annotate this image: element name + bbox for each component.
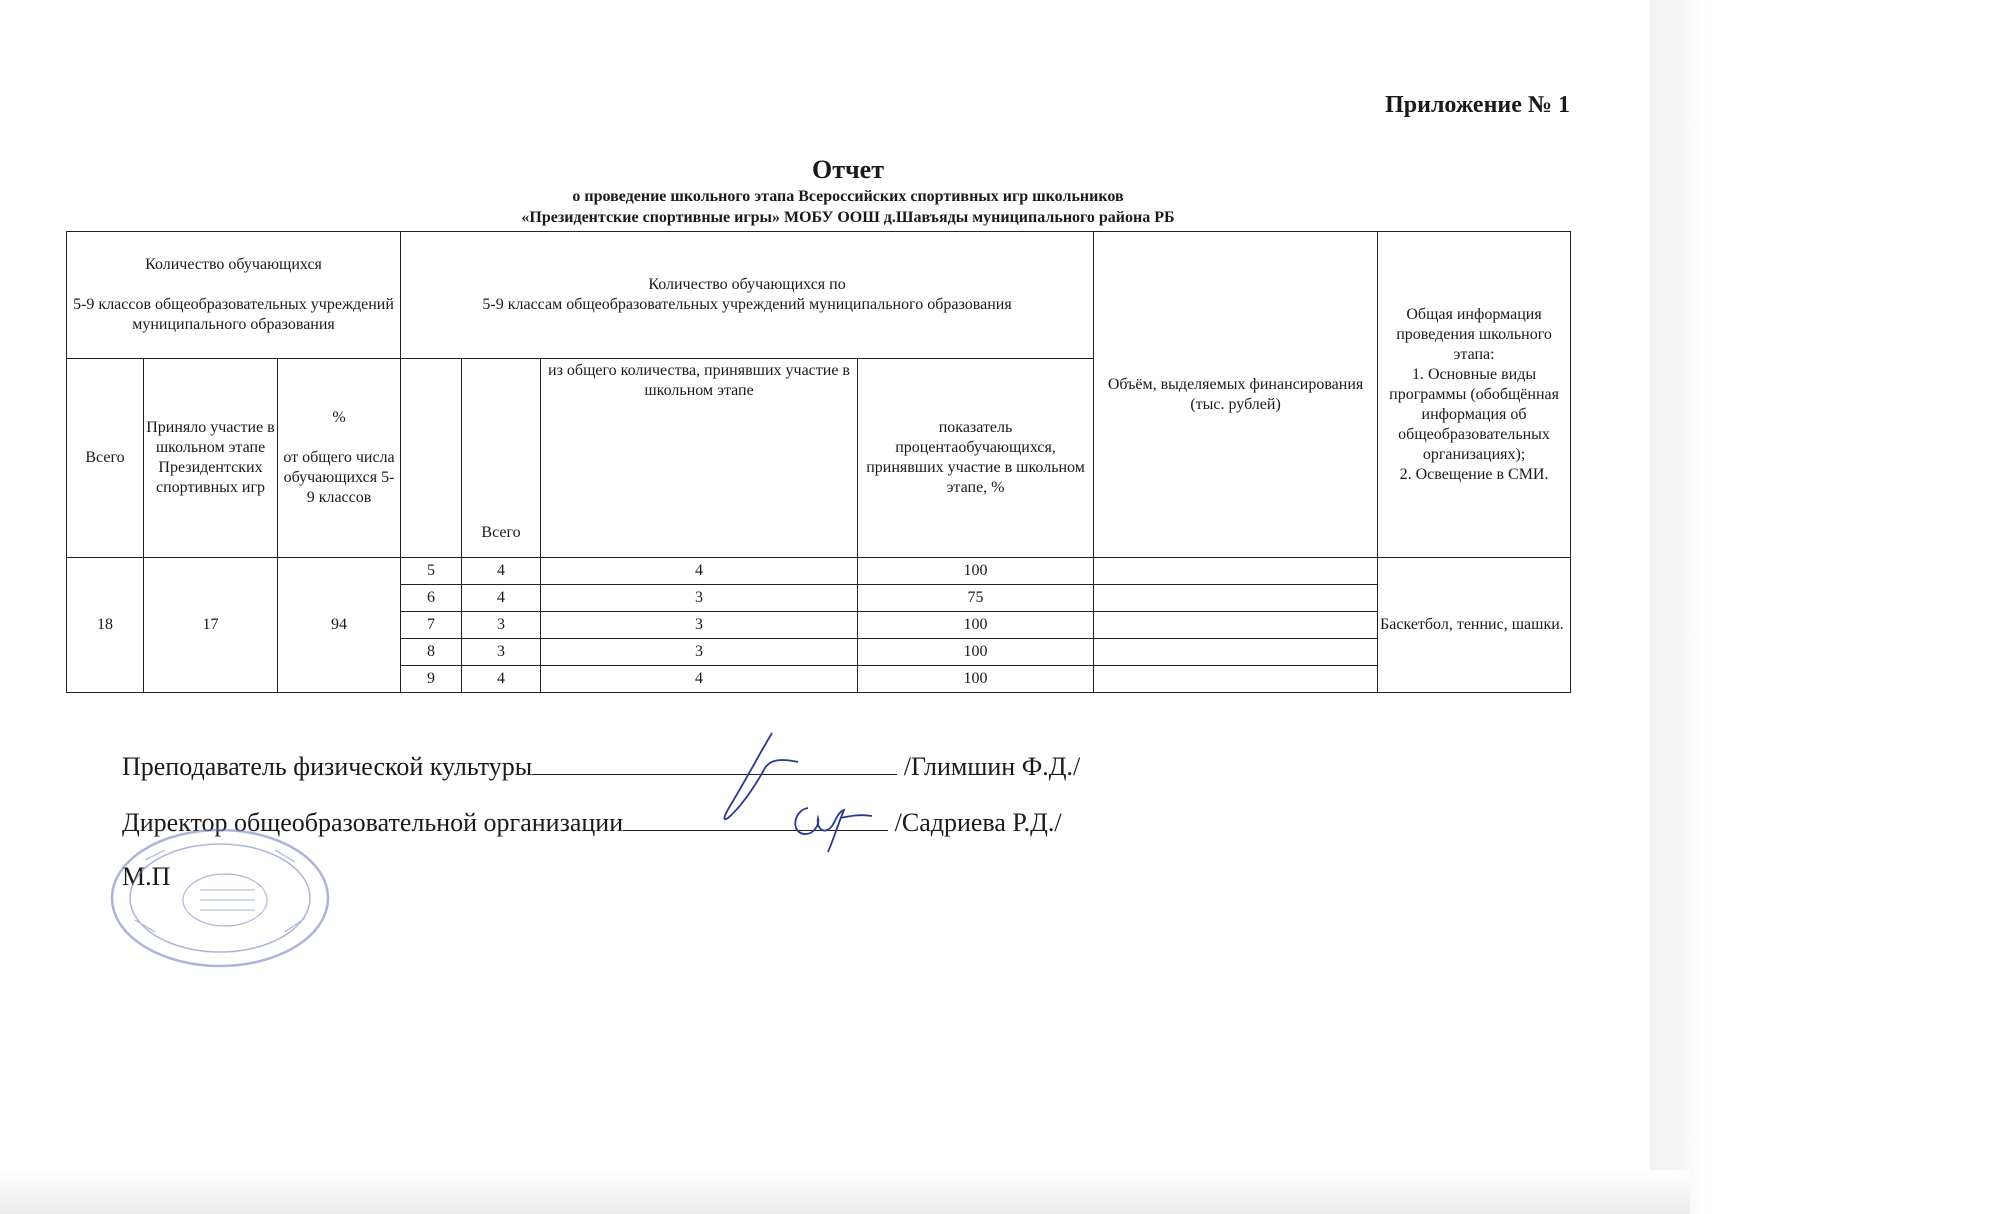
header-participated: Приняло участие в школьном этапе Президентских спортивных игр xyxy=(144,359,278,558)
row-total: 4 xyxy=(462,666,541,693)
row-total: 4 xyxy=(462,585,541,612)
summary-percent: 94 xyxy=(278,558,401,693)
teacher-label: Преподаватель физической культуры xyxy=(122,752,533,781)
summary-sports: Баскетбол, теннис, шашки. xyxy=(1378,558,1571,693)
row-grade: 9 xyxy=(401,666,462,693)
header-indicator: показатель процентаобучающихся, принявших участие в школьном этапе, % xyxy=(858,359,1094,558)
row-percent: 100 xyxy=(858,666,1094,693)
official-stamp-icon xyxy=(105,820,335,970)
director-label: Директор общеобразовательной организации xyxy=(122,808,624,837)
row-percent: 100 xyxy=(858,612,1094,639)
header-percent: % от общего числа обучающихся 5-9 классов xyxy=(278,359,401,558)
report-subtitle-line2: «Президентские спортивные игры» МОБУ ООШ д.Шавъяды муниципального района РБ xyxy=(521,209,1175,226)
row-percent: 100 xyxy=(858,639,1094,666)
row-grade: 6 xyxy=(401,585,462,612)
director-signature-icon xyxy=(780,796,880,856)
summary-participated: 17 xyxy=(144,558,278,693)
header-grade xyxy=(401,359,462,558)
row-grade: 7 xyxy=(401,612,462,639)
header-class-total: Всего xyxy=(462,359,541,558)
appendix-label: Приложение № 1 xyxy=(1385,92,1570,118)
row-grade: 8 xyxy=(401,639,462,666)
row-funding xyxy=(1094,612,1378,639)
row-funding xyxy=(1094,585,1378,612)
header-funding: Объём, выделяемых финансирования (тыс. рублей) xyxy=(1094,232,1378,558)
teacher-signature-line xyxy=(122,752,1080,782)
row-funding xyxy=(1094,666,1378,693)
row-total: 3 xyxy=(462,612,541,639)
report-subtitle-line1: о проведение школьного этапа Всероссийских спортивных игр школьников xyxy=(572,188,1124,205)
row-participated: 3 xyxy=(541,585,858,612)
row-total: 3 xyxy=(462,639,541,666)
row-funding xyxy=(1094,558,1378,585)
header-students-group: Количество обучающихся 5-9 классов общеобразовательных учреждений муниципального образования xyxy=(67,232,401,359)
row-participated: 4 xyxy=(541,666,858,693)
scan-edge-shadow xyxy=(1650,0,2000,1214)
row-percent: 75 xyxy=(858,585,1094,612)
header-of-total: из общего количества, принявших участие в школьном этапе xyxy=(541,359,858,558)
row-participated: 3 xyxy=(541,612,858,639)
director-name: /Садриева Р.Д./ xyxy=(894,808,1062,837)
report-table xyxy=(66,231,1571,693)
row-grade: 5 xyxy=(401,558,462,585)
row-funding xyxy=(1094,639,1378,666)
table-header-row-1 xyxy=(67,232,1571,359)
table-row xyxy=(67,558,1571,585)
row-participated: 4 xyxy=(541,558,858,585)
row-participated: 3 xyxy=(541,639,858,666)
header-students-by-class: Количество обучающихся по 5-9 классам общеобразовательных учреждений муниципального образования xyxy=(401,232,1094,359)
row-total: 4 xyxy=(462,558,541,585)
header-general-info: Общая информация проведения школьного этапа: 1. Основные виды программы (обобщённая информация об общеобразовательных организациях); 2. Освещение в СМИ. xyxy=(1378,232,1571,558)
stamp-label: М.П xyxy=(122,862,171,891)
header-total: Всего xyxy=(67,359,144,558)
row-percent: 100 xyxy=(858,558,1094,585)
teacher-name: /Глимшин Ф.Д./ xyxy=(903,752,1081,781)
summary-total: 18 xyxy=(67,558,144,693)
report-title: Отчет xyxy=(812,155,884,184)
scan-bottom-shadow xyxy=(0,1170,1690,1214)
